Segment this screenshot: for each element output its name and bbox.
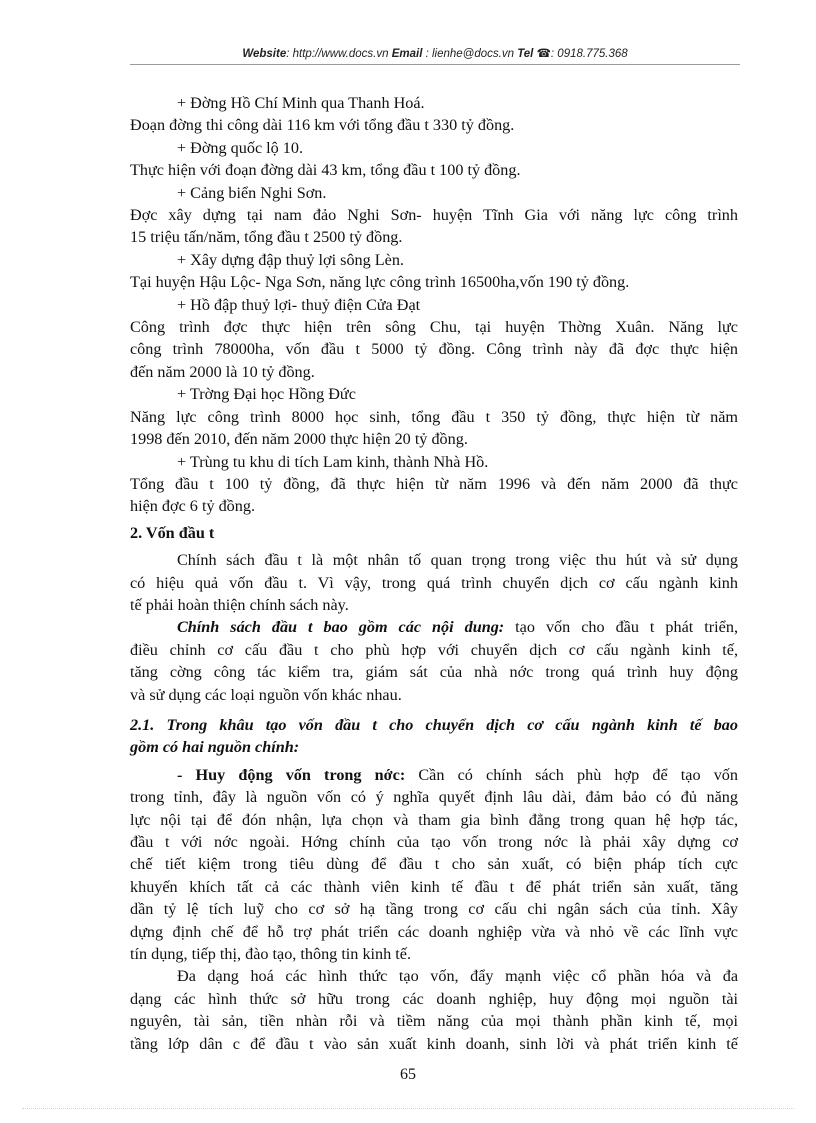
project-bullet: + Đờng Hồ Chí Minh qua Thanh Hoá. — [177, 94, 425, 112]
page-header — [130, 46, 740, 60]
project-detail-line: 1998 đến 2010, đến năm 2000 thực hiện 20 tỷ đồng. — [130, 430, 468, 449]
project-bullet: + Xây dựng đập thuỷ lợi sông Lèn. — [177, 250, 404, 269]
project-bullet: + Hồ đập thuỷ lợi- thuỷ điện Cửa Đạt — [177, 295, 421, 314]
website-label: Website — [242, 48, 287, 60]
document-body — [130, 92, 738, 1055]
project-detail: Tại huyện Hậu Lộc- Nga Sơn, năng lực công trình 16500ha,vốn 190 tỷ đồng. — [130, 273, 630, 292]
subsection-heading-line: 2.1. Trong khâu tạo vốn đầu t cho chuyển dịch cơ cấu ngành kinh tế bao — [130, 715, 738, 734]
header-divider — [130, 64, 740, 65]
paragraph-line: tăng cờng công tác kiểm tra, giám sát của nhà nớc trong quá trình huy động — [130, 663, 738, 682]
page-number: 65 — [400, 1066, 416, 1083]
project-bullet: + Cảng biển Nghi Sơn. — [177, 183, 327, 202]
paragraph-line: có hiệu quả vốn đầu t. Vì vậy, trong quá trình chuyển dịch cơ cấu ngành kinh — [130, 573, 738, 592]
paragraph-line: và sử dụng các loại nguồn vốn khác nhau. — [130, 685, 402, 704]
paragraph-line: khuyến khích tất cả các thành viên kinh tế đầu t để phát triển sản xuất, tăng — [130, 877, 738, 896]
paragraph-line: nguyên, tài sản, tiền nhàn rỗi và tiềm năng của mọi thành phần kinh tế, mọi — [130, 1012, 738, 1031]
project-detail: Đoạn đờng thi công dài 116 km với tổng đầu t 330 tỷ đồng. — [130, 116, 515, 135]
paragraph-line — [130, 616, 738, 638]
project-detail-line: công trình 78000ha, vốn đầu t 5000 tỷ đồng. Công trình này đã đợc thực hiện — [130, 340, 738, 359]
project-bullet: + Trùng tu khu di tích Lam kinh, thành Nhà Hồ. — [177, 452, 489, 471]
project-detail-line: Tổng đầu t 100 tỷ đồng, đã thực hiện từ năm 1996 và đến năm 2000 đã thực — [130, 474, 738, 493]
domestic-capital-first: Cần có chính sách phù hợp để tạo vốn — [405, 765, 738, 784]
project-detail-line: Năng lực công trình 8000 học sinh, tổng đầu t 350 tỷ đồng, thực hiện từ năm — [130, 407, 738, 426]
paragraph-line: dạng các hình thức sở hữu trong các doanh nghiệp, huy động mọi nguồn tài — [130, 989, 738, 1008]
section-heading: 2. Vốn đầu t — [130, 523, 215, 542]
website-url: : http://www.docs.vn — [286, 48, 389, 60]
project-bullet: + Trờng Đại học Hồng Đức — [177, 385, 356, 404]
paragraph-line: đầu t với nớc ngoài. Hớng chính của tạo vốn trong nớc là phải xây dựng cơ — [130, 833, 738, 851]
project-detail: Thực hiện với đoạn đờng dài 43 km, tổng đầu t 100 tỷ đồng. — [130, 161, 521, 180]
project-detail-line: hiện đợc 6 tỷ đồng. — [130, 497, 256, 516]
paragraph-line: trong tỉnh, đây là nguồn vốn có ý nghĩa quyết định lâu dài, đảm bảo có đủ năng — [130, 788, 738, 807]
paragraph-line: lực nội tại để đón nhận, lựa chọn và tham gia bình đẳng trong quan hệ hợp tác, — [130, 810, 738, 829]
email-value: : lienhe@docs.vn — [425, 48, 514, 60]
paragraph-line: Đa dạng hoá các hình thức tạo vốn, đẩy mạnh việc cổ phần hóa và đa — [177, 967, 738, 986]
paragraph-line — [130, 764, 738, 786]
policy-lead: Chính sách đầu t bao gồm các nội dung: — [177, 618, 505, 637]
footer-dotted-divider — [22, 1108, 794, 1109]
project-detail-line: Đợc xây dựng tại nam đảo Nghi Sơn- huyện Tĩnh Gia với năng lực công trình — [130, 206, 738, 225]
paragraph-line: điều chỉnh cơ cấu đầu t cho phù hợp với chuyển dịch cơ cấu ngành kinh tế, — [130, 640, 738, 659]
project-detail-line: Công trình đợc thực hiện trên sông Chu, tại huyện Thờng Xuân. Năng lực — [130, 318, 738, 337]
paragraph-line: tế phải hoàn thiện chính sách này. — [130, 595, 349, 614]
paragraph-line: tầng lớp dân c để đầu t vào sản xuất kinh doanh, sinh lời và phát triển kinh tế — [130, 1034, 738, 1053]
project-detail-line: đến năm 2000 là 10 tỷ đồng. — [130, 362, 315, 381]
email-label: Email — [391, 48, 423, 60]
paragraph-line: chế tiết kiệm trong tiêu dùng để đầu t cho sản xuất, có biện pháp tích cực — [130, 855, 738, 874]
paragraph-line: dựng định chế để hỗ trợ phát triển các doanh nghiệp vừa và nhỏ về các lĩnh vực — [130, 922, 738, 941]
subsection-heading-line: gồm có hai nguồn chính: — [130, 738, 300, 757]
paragraph-line: Chính sách đầu t là một nhân tố quan trọng trong việc thu hút và sử dụng — [177, 551, 738, 570]
domestic-capital-lead: - Huy động vốn trong nớc: — [177, 765, 406, 784]
tel-value: : 0918.775.368 — [550, 48, 628, 60]
project-detail-line: 15 triệu tấn/năm, tổng đầu t 2500 tỷ đồng. — [130, 228, 403, 247]
tel-label: Tel ☎ — [517, 48, 551, 60]
paragraph-line: dần tỷ lệ tích luỹ cho cơ sở hạ tầng trong cơ cấu chi ngân sách của tỉnh. Xây — [130, 900, 738, 919]
paragraph-line: tín dụng, tiếp thị, đào tạo, thông tin kinh tế. — [130, 945, 412, 964]
project-bullet: + Đờng quốc lộ 10. — [177, 138, 304, 157]
policy-first: tạo vốn cho đầu t phát triển, — [504, 618, 738, 637]
